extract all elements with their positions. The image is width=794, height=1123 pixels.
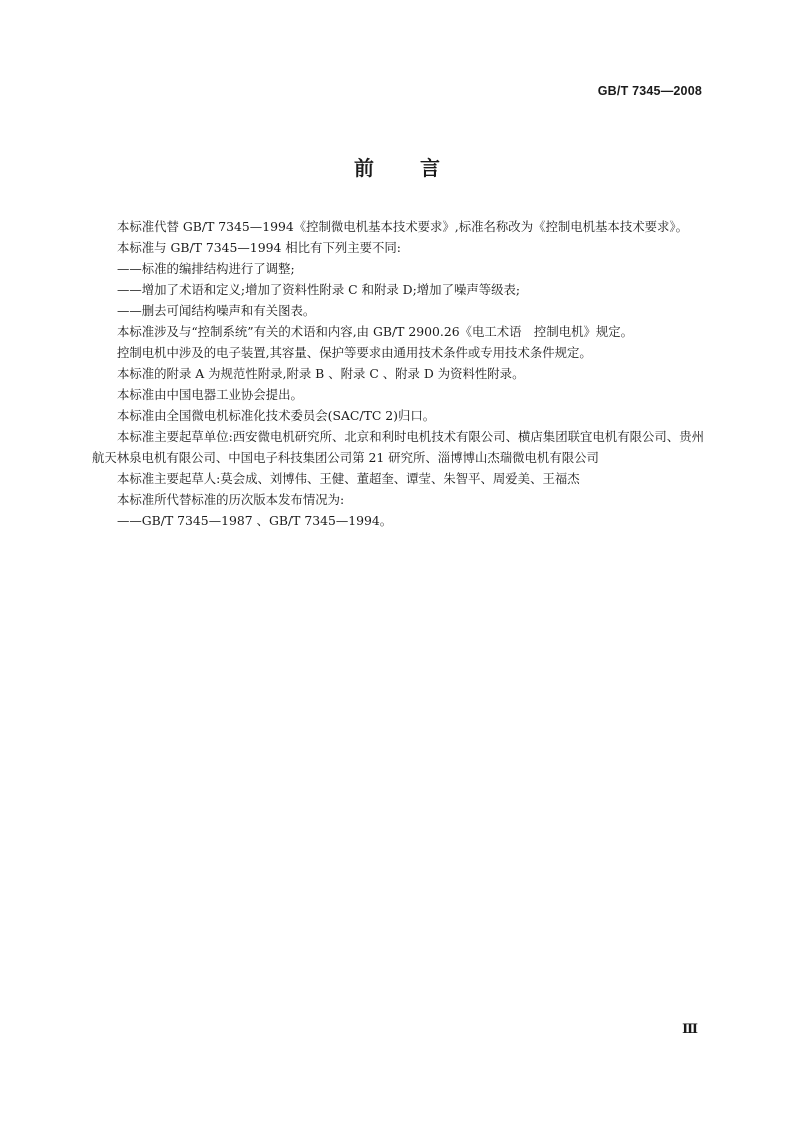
paragraph: 本标准主要起草人:莫会成、刘博伟、王健、董超奎、谭莹、朱智平、周爱美、王福杰 bbox=[117, 471, 580, 486]
page-number: Ⅲ bbox=[682, 1022, 698, 1037]
page-title: 前言 bbox=[354, 156, 486, 180]
paragraph: 本标准主要起草单位:西安微电机研究所、北京和利时电机技术有限公司、横店集团联宜电机有限公司、贵州航天林泉电机有限公司、中国电子科技集团公司第 21 研究所、淄博博山杰瑞微电机有限公司 bbox=[92, 429, 704, 465]
paragraph: 本标准由全国微电机标准化技术委员会(SAC/TC 2)归口。 bbox=[117, 408, 436, 423]
paragraph: 本标准代替 GB/T 7345—1994《控制微电机基本技术要求》,标准名称改为《控制电机基本技术要求》。 bbox=[117, 219, 688, 234]
paragraph: 控制电机中涉及的电子装置,其容量、保护等要求由通用技术条件或专用技术条件规定。 bbox=[117, 345, 592, 360]
list-item: ——删去可闻结构噪声和有关图表。 bbox=[117, 303, 316, 318]
paragraph: 本标准由中国电器工业协会提出。 bbox=[117, 387, 303, 402]
foreword-body bbox=[92, 216, 704, 531]
document-code: GB/T 7345—2008 bbox=[597, 84, 702, 98]
list-item: ——GB/T 7345—1987 、GB/T 7345—1994。 bbox=[117, 513, 393, 528]
paragraph: 本标准与 GB/T 7345—1994 相比有下列主要不同: bbox=[117, 240, 401, 255]
paragraph: 本标准涉及与“控制系统”有关的术语和内容,由 GB/T 2900.26《电工术语 控制电机》规定。 bbox=[117, 324, 634, 339]
list-item: ——增加了术语和定义;增加了资料性附录 C 和附录 D;增加了噪声等级表; bbox=[117, 282, 521, 297]
paragraph: 本标准所代替标准的历次版本发布情况为: bbox=[117, 492, 345, 507]
list-item: ——标准的编排结构进行了调整; bbox=[117, 261, 295, 276]
paragraph: 本标准的附录 A 为规范性附录,附录 B 、附录 C 、附录 D 为资料性附录。 bbox=[117, 366, 525, 381]
